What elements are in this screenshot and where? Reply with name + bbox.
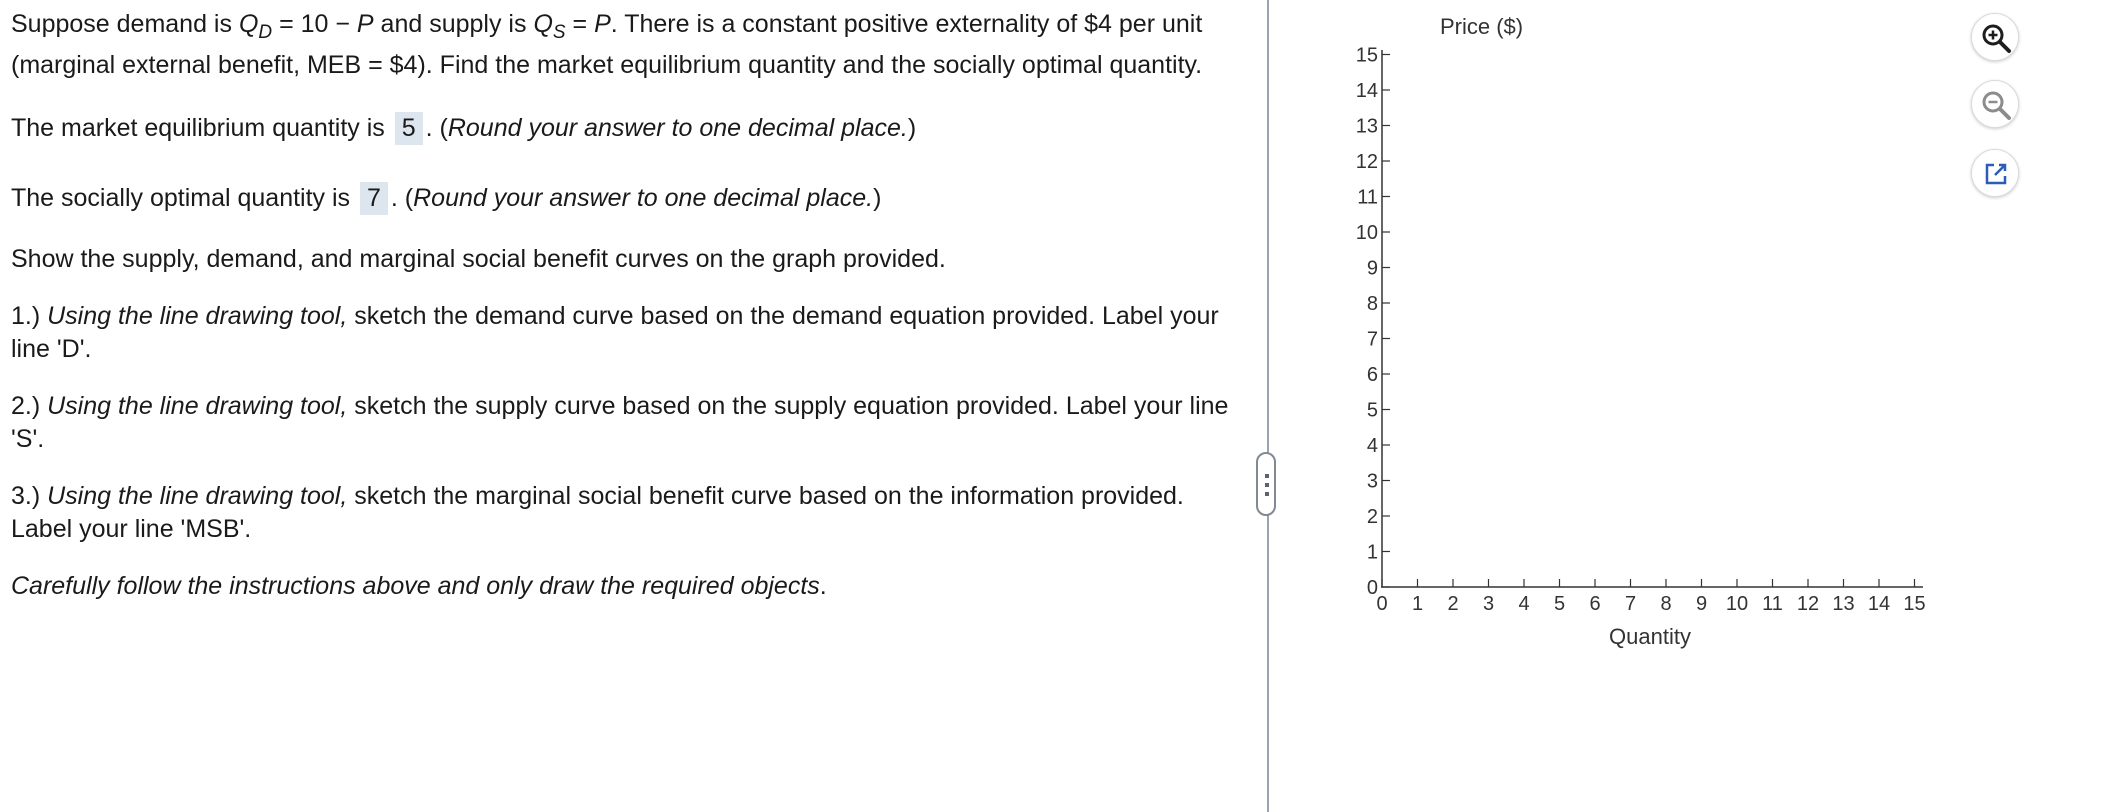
question-text — [11, 8, 1241, 603]
axis-ticks — [1356, 45, 1926, 616]
step-2-instruction: 2.) Using the line drawing tool, sketch the supply curve based on the supply equation provided. Label your line 'S'. — [11, 392, 1229, 453]
y-tick-label: 10 — [1355, 222, 1378, 244]
x-tick-label: 1 — [1411, 593, 1424, 615]
social-optimum-answer[interactable]: 7 — [360, 182, 388, 215]
y-tick-label: 1 — [1366, 541, 1378, 564]
y-tick-label: 5 — [1366, 399, 1378, 422]
step-3-instruction: 3.) Using the line drawing tool, sketch the marginal social benefit curve based on the information provided. Label your line 'MSB'. — [11, 482, 1184, 543]
zoom-out-icon — [1980, 89, 2012, 121]
x-tick-label: 3 — [1482, 593, 1495, 615]
x-tick-label: 5 — [1553, 593, 1566, 615]
zoom-in-icon — [1980, 22, 2012, 54]
x-tick-label: 15 — [1903, 593, 1926, 615]
caution-instruction: Carefully follow the instructions above and only draw the required objects. — [11, 572, 827, 600]
problem-statement: Suppose demand is $Q_D = 10 - P$ and supply is $Q_S = P$. There is a constant positive externality of $4 per unit (marginal external benefit, MEB = $4). Find the market equilibrium quantity and the socially optimal quantity. — [11, 10, 1203, 79]
x-tick-label: 13 — [1832, 593, 1855, 615]
x-tick-label: 10 — [1725, 593, 1749, 615]
show-curves-instruction: Show the supply, demand, and marginal social benefit curves on the graph provided. — [11, 245, 946, 273]
y-tick-label: 11 — [1357, 186, 1378, 209]
x-axis-title: Quantity — [1609, 624, 1691, 649]
divider-drag-handle[interactable] — [1256, 452, 1276, 516]
x-tick-label: 4 — [1518, 593, 1530, 615]
market-equilibrium-line: The market equilibrium quantity is 5 . (Round your answer to one decimal place.) — [11, 112, 1241, 145]
x-tick-label: 12 — [1796, 593, 1820, 615]
x-tick-label: 2 — [1447, 593, 1459, 615]
zoom-in-button[interactable] — [1971, 13, 2019, 61]
handle-dot — [1265, 483, 1269, 487]
y-tick-label: 13 — [1355, 115, 1378, 138]
y-tick-label: 14 — [1355, 80, 1378, 102]
y-tick-label: 8 — [1366, 293, 1378, 315]
y-tick-label: 0 — [1366, 577, 1378, 599]
handle-dot — [1265, 492, 1269, 496]
y-tick-label: 3 — [1366, 470, 1378, 493]
y-tick-label: 4 — [1366, 435, 1378, 457]
y-tick-label: 9 — [1366, 257, 1378, 280]
x-tick-label: 0 — [1376, 593, 1388, 615]
x-tick-label: 11 — [1762, 593, 1783, 615]
y-tick-label: 6 — [1366, 364, 1378, 386]
y-tick-label: 7 — [1366, 328, 1378, 351]
x-tick-label: 6 — [1589, 593, 1601, 615]
y-tick-label: 12 — [1355, 151, 1378, 173]
y-tick-label: 2 — [1366, 506, 1378, 528]
social-optimum-line: The socially optimal quantity is 7 . (Round your answer to one decimal place.) — [11, 182, 1241, 215]
x-tick-label: 14 — [1867, 593, 1891, 615]
handle-dot — [1265, 474, 1269, 478]
x-tick-label: 9 — [1695, 593, 1708, 615]
panel-divider — [1267, 0, 1269, 812]
x-tick-label: 7 — [1624, 593, 1637, 615]
graph-canvas[interactable] — [1330, 0, 1950, 680]
x-tick-label: 8 — [1660, 593, 1672, 615]
popout-icon — [1980, 158, 2012, 190]
y-axis-title: Price ($) — [1440, 14, 1524, 39]
step-1-instruction: 1.) Using the line drawing tool, sketch the demand curve based on the demand equation provided. Label your line 'D'. — [11, 302, 1219, 363]
popout-button[interactable] — [1971, 149, 2019, 197]
market-equilibrium-answer[interactable]: 5 — [395, 112, 423, 145]
zoom-out-button[interactable] — [1971, 80, 2019, 128]
y-tick-label: 15 — [1355, 44, 1378, 67]
